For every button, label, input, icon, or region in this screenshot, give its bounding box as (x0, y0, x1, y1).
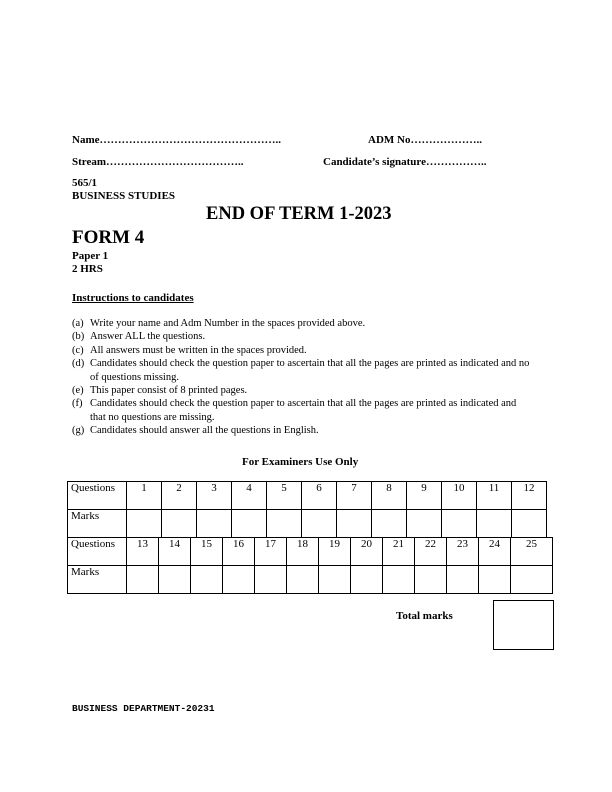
instruction-text: All answers must be written in the spaces provided. (90, 344, 307, 356)
mark-cell[interactable] (255, 566, 287, 594)
question-number: 6 (302, 482, 337, 510)
question-number: 19 (319, 538, 351, 566)
instruction-text: Write your name and Adm Number in the spaces provided above. (90, 318, 366, 329)
exam-duration: 2 HRS (72, 263, 103, 275)
mark-cell[interactable] (191, 566, 223, 594)
marks-row (68, 510, 547, 538)
mark-cell[interactable] (512, 510, 547, 538)
mark-cell[interactable] (351, 566, 383, 594)
stream-field[interactable]: Stream……………………………….. (72, 156, 244, 168)
instruction-text: Answer ALL the questions. (90, 331, 206, 343)
examiners-use-heading: For Examiners Use Only (242, 456, 359, 468)
mark-cell[interactable] (127, 566, 159, 594)
question-number: 3 (197, 482, 232, 510)
question-number: 5 (267, 482, 302, 510)
total-marks-label: Total marks (396, 610, 453, 622)
question-number: 21 (383, 538, 415, 566)
candidate-signature-field[interactable]: Candidate’s signature…………….. (323, 156, 487, 168)
name-field[interactable]: Name………………………………………….. (72, 134, 281, 146)
mark-cell[interactable] (479, 566, 511, 594)
instructions-list (72, 317, 530, 438)
mark-cell[interactable] (287, 566, 319, 594)
instruction-letter: (b) (72, 331, 85, 343)
instruction-text: Candidates should check the question paper to ascertain that all the pages are printed as indicated and that no questions are missing. (90, 398, 517, 423)
mark-cell[interactable] (127, 510, 162, 538)
question-number: 4 (232, 482, 267, 510)
mark-cell[interactable] (447, 566, 479, 594)
mark-cell[interactable] (223, 566, 255, 594)
question-number: 23 (447, 538, 479, 566)
paper-code: 565/1 (72, 177, 98, 189)
question-number: 20 (351, 538, 383, 566)
adm-number-field[interactable]: ADM No……………….. (368, 134, 482, 146)
mark-cell[interactable] (159, 566, 191, 594)
instruction-item (72, 357, 530, 384)
paper-number: Paper 1 (72, 250, 109, 262)
question-number: 13 (127, 538, 159, 566)
questions-label: Questions (68, 538, 127, 566)
question-number: 9 (407, 482, 442, 510)
instruction-item (72, 397, 530, 424)
mark-cell[interactable] (442, 510, 477, 538)
instruction-item (72, 384, 530, 397)
instruction-item (72, 344, 530, 357)
instruction-letter: (a) (72, 318, 84, 329)
instruction-item (72, 330, 530, 343)
marks-table-1 (67, 481, 547, 538)
question-number: 17 (255, 538, 287, 566)
question-number: 12 (512, 482, 547, 510)
instruction-letter: (g) (72, 425, 85, 437)
mark-cell[interactable] (232, 510, 267, 538)
instruction-letter: (f) (72, 398, 83, 410)
question-number: 25 (511, 538, 553, 566)
instruction-letter: (c) (72, 344, 84, 356)
question-number: 14 (159, 538, 191, 566)
marks-label: Marks (68, 566, 127, 594)
question-number: 2 (162, 482, 197, 510)
mark-cell[interactable] (337, 510, 372, 538)
form-title: FORM 4 (72, 227, 145, 248)
mark-cell[interactable] (319, 566, 351, 594)
marks-row (68, 566, 553, 594)
mark-cell[interactable] (383, 566, 415, 594)
instruction-letter: (d) (72, 358, 85, 370)
question-number: 22 (415, 538, 447, 566)
question-number: 10 (442, 482, 477, 510)
question-number: 24 (479, 538, 511, 566)
mark-cell[interactable] (302, 510, 337, 538)
subject-name: BUSINESS STUDIES (72, 190, 176, 202)
instruction-item (72, 424, 530, 437)
mark-cell[interactable] (162, 510, 197, 538)
instruction-item (72, 317, 530, 330)
instructions-heading: Instructions to candidates (72, 292, 194, 304)
mark-cell[interactable] (477, 510, 512, 538)
questions-row (68, 482, 547, 510)
question-number: 8 (372, 482, 407, 510)
mark-cell[interactable] (267, 510, 302, 538)
mark-cell[interactable] (372, 510, 407, 538)
mark-cell[interactable] (407, 510, 442, 538)
question-number: 18 (287, 538, 319, 566)
question-number: 7 (337, 482, 372, 510)
instruction-letter: (e) (72, 385, 84, 397)
questions-label: Questions (68, 482, 127, 510)
exam-title: END OF TERM 1-2023 (206, 204, 392, 224)
mark-cell[interactable] (197, 510, 232, 538)
instruction-text: Candidates should check the question paper to ascertain that all the pages are printed as indicated and no of questions missing. (90, 358, 530, 383)
questions-row (68, 538, 553, 566)
marks-table-2 (67, 537, 553, 594)
question-number: 16 (223, 538, 255, 566)
footer-department: BUSINESS DEPARTMENT-20231 (72, 703, 215, 714)
mark-cell[interactable] (511, 566, 553, 594)
instruction-text: Candidates should answer all the questions in English. (90, 425, 319, 437)
marks-label: Marks (68, 510, 127, 538)
instruction-text: This paper consist of 8 printed pages. (90, 385, 248, 397)
question-number: 11 (477, 482, 512, 510)
total-marks-box[interactable] (493, 600, 554, 650)
question-number: 1 (127, 482, 162, 510)
mark-cell[interactable] (415, 566, 447, 594)
question-number: 15 (191, 538, 223, 566)
